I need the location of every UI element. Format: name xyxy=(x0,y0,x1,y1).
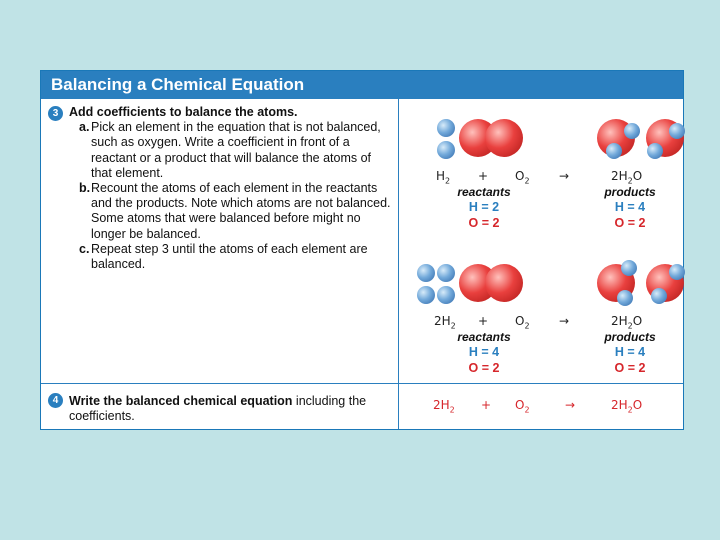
products-o-count: O = 2 xyxy=(614,216,646,230)
hydrogen-atom xyxy=(606,143,622,159)
panel-title: Balancing a Chemical Equation xyxy=(41,71,683,99)
reactant-o2: $O_2$ xyxy=(515,314,530,331)
plus-sign: + xyxy=(478,169,489,183)
products-label: products xyxy=(604,185,656,199)
plus-sign: + xyxy=(478,314,489,328)
hydrogen-atom xyxy=(437,264,455,282)
hydrogen-atom xyxy=(417,264,435,282)
step-3-row xyxy=(41,99,683,384)
hydrogen-atom xyxy=(621,260,637,276)
step-4-rest: including the coefficients. xyxy=(69,394,367,424)
final-arrow: → xyxy=(565,398,576,412)
final-plus: + xyxy=(481,398,492,412)
step-3c-text: Repeat step 3 until the atoms of each element are balanced. xyxy=(91,241,368,272)
reaction-arrow: → xyxy=(559,314,570,328)
step-3b-label: b. xyxy=(79,181,91,196)
product-h2o: $2H_2O$ xyxy=(611,314,643,331)
step-3a-label: a. xyxy=(79,120,90,135)
product-h2o: $2H_2O$ xyxy=(611,169,643,186)
final-reactant-h2: $2H_2$ xyxy=(433,398,455,415)
step-3-text xyxy=(69,105,394,272)
step-3c-label: c. xyxy=(79,241,90,256)
reaction-arrow: → xyxy=(559,169,570,183)
final-product-h2o: $2H_2O$ xyxy=(611,398,643,415)
hydrogen-atom xyxy=(669,123,685,139)
hydrogen-atom xyxy=(624,123,640,139)
step-3-badge: 3 xyxy=(48,106,63,121)
step-3a-text: Pick an element in the equation that is not balanced, such as oxygen. Write a coefficient in front of a reactant or a product that will balance the atoms of that element. xyxy=(91,120,381,180)
step-3-heading: Add coefficients to balance the atoms. xyxy=(69,105,298,119)
step-4-badge: 4 xyxy=(48,393,63,408)
step-3c xyxy=(69,242,394,272)
reactants-h-count: H = 2 xyxy=(468,200,500,214)
column-divider xyxy=(398,99,399,429)
diagram-1 xyxy=(399,99,685,239)
reactants-label: reactants xyxy=(457,330,511,344)
final-equation xyxy=(399,384,685,429)
products-h-count: H = 4 xyxy=(614,200,646,214)
oxygen-atom xyxy=(485,119,523,157)
step-4-text xyxy=(69,394,394,424)
reactant-2h2: $2H_2$ xyxy=(434,314,456,331)
diagram-2 xyxy=(399,244,685,384)
hydrogen-atom xyxy=(651,288,667,304)
step-3a xyxy=(69,120,394,181)
products-label: products xyxy=(604,330,656,344)
hydrogen-atom xyxy=(669,264,685,280)
balancing-panel xyxy=(40,70,684,430)
final-reactant-o2: $O_2$ xyxy=(515,398,530,415)
hydrogen-atom xyxy=(437,119,455,137)
reactant-o2: $O_2$ xyxy=(515,169,530,186)
step-4-heading: Write the balanced chemical equation xyxy=(69,394,293,408)
products-o-count: O = 2 xyxy=(614,361,646,375)
hydrogen-atom xyxy=(437,286,455,304)
hydrogen-atom xyxy=(417,286,435,304)
hydrogen-atom xyxy=(617,290,633,306)
oxygen-atom xyxy=(485,264,523,302)
hydrogen-atom xyxy=(647,143,663,159)
step-3b xyxy=(69,181,394,242)
reactant-h2: $H_2$ xyxy=(436,169,451,186)
hydrogen-atom xyxy=(437,141,455,159)
reactants-h-count: H = 4 xyxy=(468,345,500,359)
reactants-o-count: O = 2 xyxy=(468,361,500,375)
step-4-row xyxy=(41,384,683,429)
step-3b-text: Recount the atoms of each element in the reactants and the products. Note which atoms are not balanced. Some atoms that were balanced before might no longer be balanced. xyxy=(91,181,391,241)
reactants-o-count: O = 2 xyxy=(468,216,500,230)
reactants-label: reactants xyxy=(457,185,511,199)
products-h-count: H = 4 xyxy=(614,345,646,359)
